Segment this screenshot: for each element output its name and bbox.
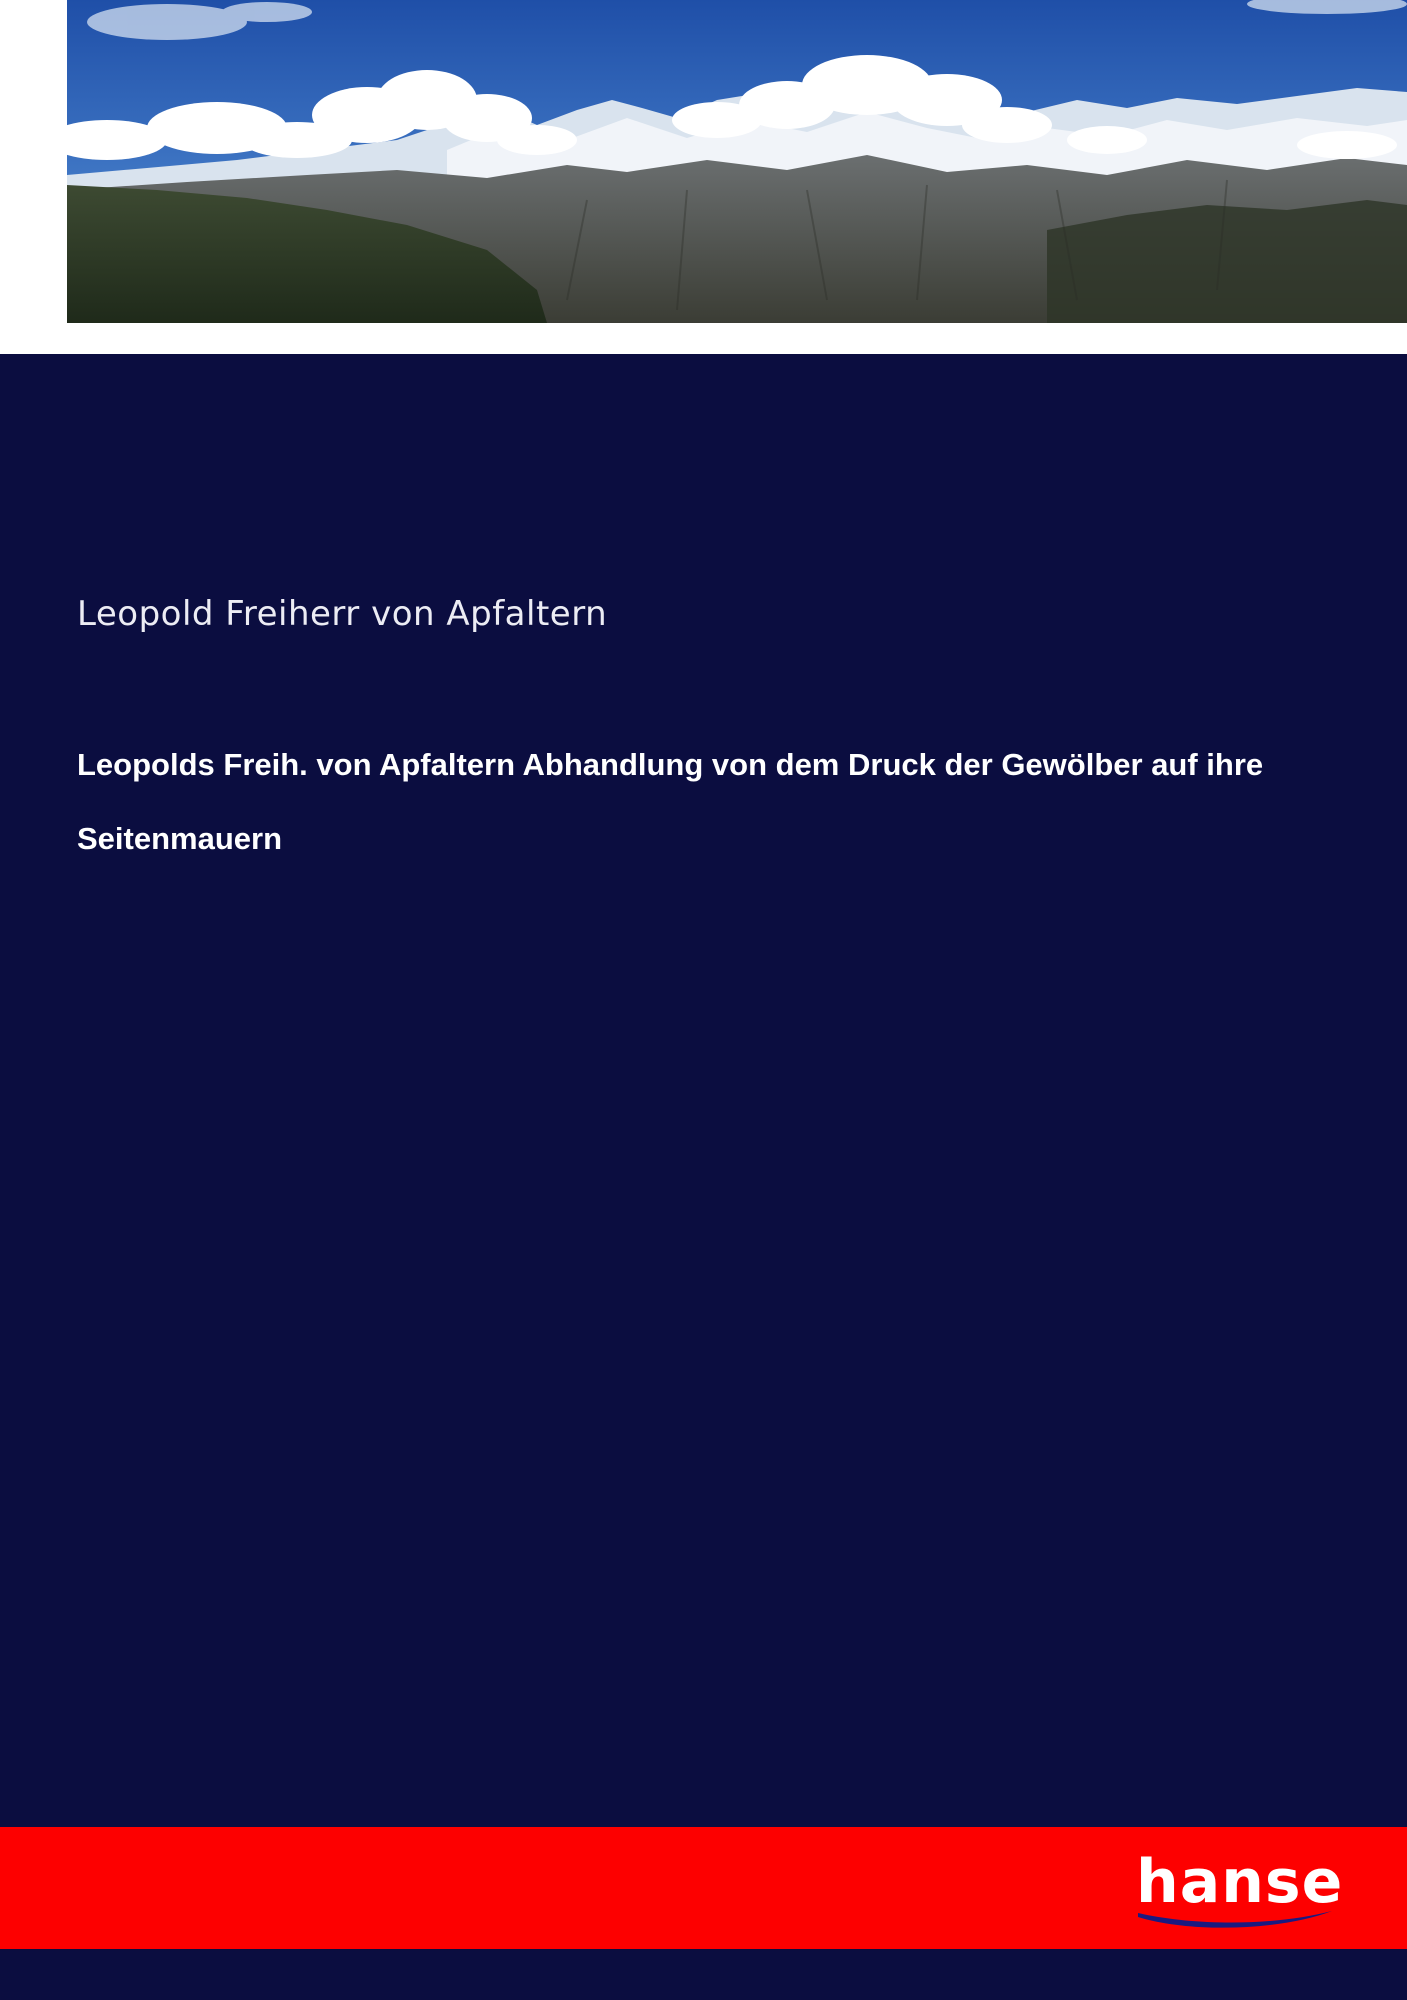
mountain-panorama-image (67, 0, 1407, 323)
author-name: Leopold Freiherr von Apfaltern (77, 594, 608, 634)
logo-swoosh-icon (1130, 1903, 1340, 1933)
publisher-logo-text: hanse (1136, 1847, 1344, 1917)
book-title: Leopolds Freih. von Apfaltern Abhandlung von dem Druck der Gewölber auf ihre Seitenmauern (77, 747, 1264, 856)
publisher-logo (1130, 1847, 1344, 1937)
top-white-band (0, 0, 1407, 354)
